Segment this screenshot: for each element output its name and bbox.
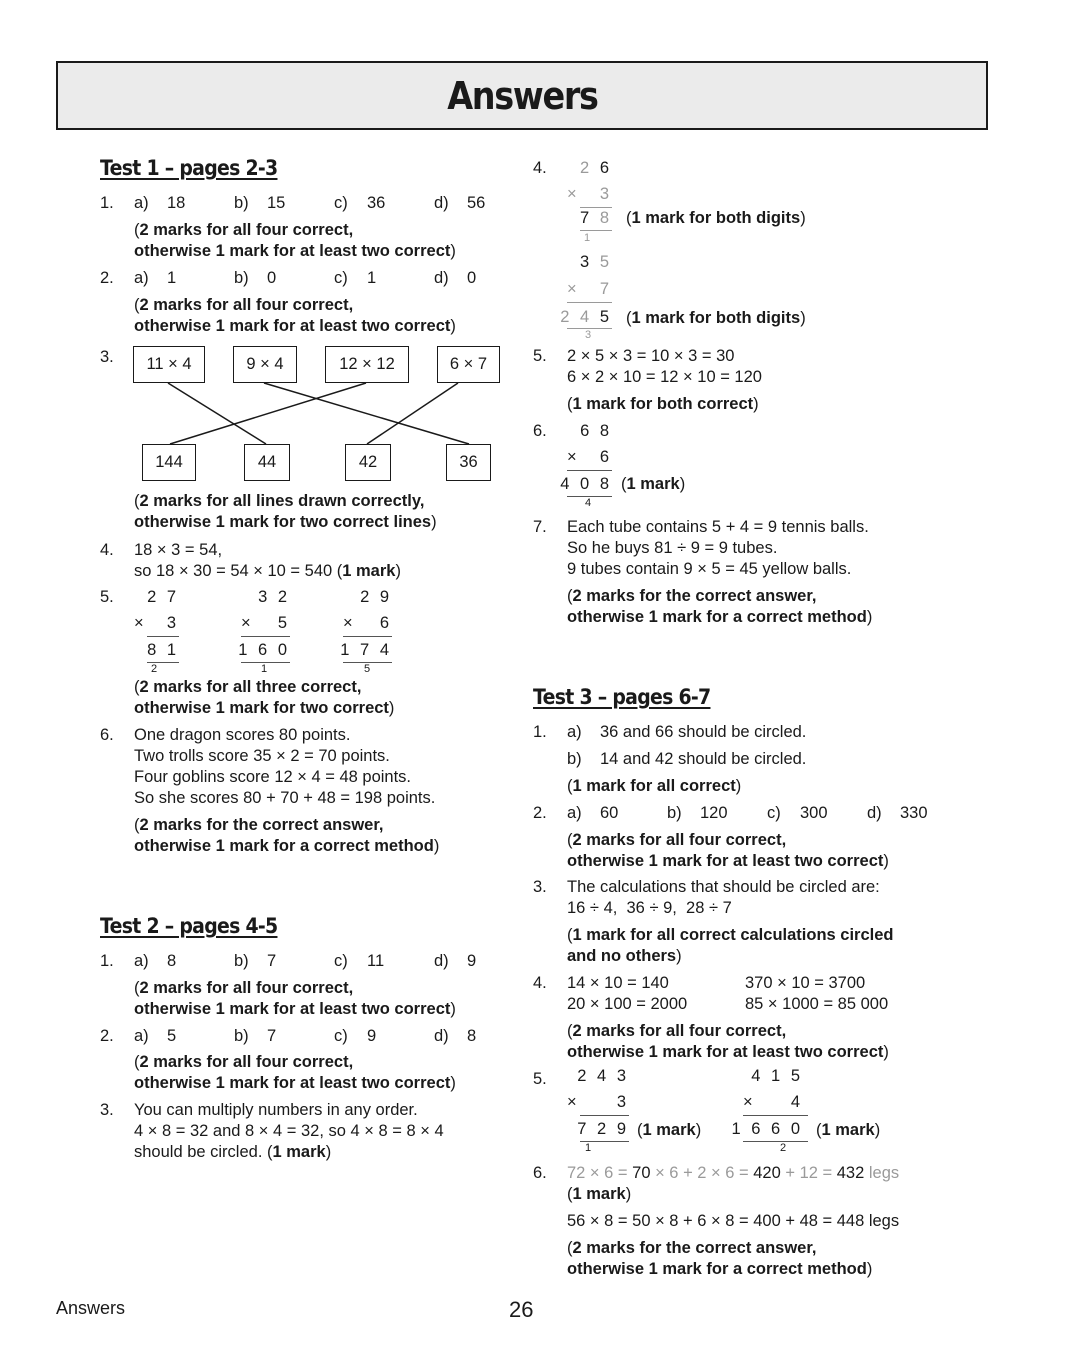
answer-text: The calculations that should be circled are: 16 ÷ 4, 36 ÷ 9, 28 ÷ 7	[567, 878, 880, 917]
part-value: 9	[467, 952, 477, 970]
part-label: b)	[234, 269, 249, 287]
calc-box: 11 × 4	[133, 346, 205, 383]
question-number: 3.	[100, 1101, 114, 1119]
part-value: 8	[467, 1027, 477, 1045]
question-number: 6.	[100, 726, 114, 744]
mark-scheme: (2 marks for all four correct, otherwise 1 mark for at least two correct)	[567, 831, 889, 870]
mark-scheme: (2 marks for all four correct, otherwise 1 mark for at least two correct)	[134, 979, 456, 1018]
part-value: 0	[267, 269, 277, 287]
part-value: 60	[600, 804, 619, 822]
test3-heading: Test 3 – pages 6-7	[533, 685, 711, 709]
part-label: d)	[434, 194, 449, 212]
part-label: c)	[334, 952, 348, 970]
part-label: b)	[234, 1027, 249, 1045]
part-label: b)	[234, 194, 249, 212]
footer-section-label: Answers	[56, 1298, 126, 1318]
mark-scheme: (2 marks for the correct answer, otherwise 1 mark for a correct method)	[134, 816, 440, 855]
part-label: b)	[234, 952, 249, 970]
part-label: c)	[334, 269, 348, 287]
part-value: 36 and 66 should be circled.	[600, 723, 807, 741]
part-label: a)	[567, 804, 582, 822]
column-multiplication: 2 7 × 3 8 1 2	[134, 588, 179, 675]
question-number: 5.	[100, 588, 114, 606]
answer-box: 42	[345, 444, 391, 481]
mark-scheme: (2 marks for all four correct, otherwise 1 mark for at least two correct)	[134, 1053, 456, 1092]
question-number: 3.	[100, 348, 114, 366]
question-number: 1.	[100, 194, 114, 212]
column-multiplication: 2 4 3 × 3 7 2 9 1	[567, 1067, 629, 1154]
mark-scheme: (2 marks for all three correct, otherwise 1 mark for two correct)	[134, 678, 395, 717]
part-label: d)	[867, 804, 882, 822]
part-value: 1	[367, 269, 377, 287]
page-title: Answers	[446, 73, 598, 118]
part-label: d)	[434, 1027, 449, 1045]
part-value: 56	[467, 194, 486, 212]
column-multiplication: 2 6 × 3 7 8 1	[567, 159, 612, 244]
column-multiplication: 3 5 × 7 2 4 5 3	[560, 253, 612, 341]
part-label: a)	[134, 194, 149, 212]
answer-box: 144	[142, 444, 196, 481]
answer-text-left: 14 × 10 = 140 20 × 100 = 2000	[567, 974, 688, 1013]
question-number: 4.	[533, 974, 547, 992]
question-number: 1.	[533, 723, 547, 741]
column-multiplication: 2 9 × 6 1 7 4 5	[340, 588, 392, 675]
mark-scheme: (1 mark for both digits)	[626, 309, 806, 327]
mark-scheme: (1 mark for all correct)	[567, 777, 742, 795]
calc-box: 9 × 4	[233, 346, 297, 383]
part-label: b)	[567, 750, 582, 768]
mark-scheme: (1 mark)	[816, 1121, 881, 1139]
mark-scheme: (1 mark)	[637, 1121, 702, 1139]
part-value: 5	[167, 1027, 177, 1045]
question-number: 6.	[533, 422, 547, 440]
answer-text: 56 × 8 = 50 × 8 + 6 × 8 = 400 + 48 = 448 legs	[567, 1212, 900, 1230]
mark-scheme: (1 mark for all correct calculations circled and no others)	[567, 926, 894, 965]
part-value: 15	[267, 194, 286, 212]
page-number: 26	[509, 1297, 534, 1322]
mark-scheme: (2 marks for all four correct, otherwise 1 mark for at least two correct)	[567, 1022, 889, 1061]
question-number: 3.	[533, 878, 547, 896]
question-number: 6.	[533, 1164, 547, 1182]
mark-scheme: (1 mark)	[567, 1185, 632, 1203]
calc-box: 12 × 12	[325, 346, 409, 383]
mark-scheme: (2 marks for all lines drawn correctly, otherwise 1 mark for two correct lines)	[134, 492, 437, 531]
worked-answer: 72 × 6 = 70 × 6 + 2 × 6 = 420 + 12 = 432 legs	[567, 1164, 900, 1182]
part-label: a)	[134, 952, 149, 970]
part-label: a)	[134, 269, 149, 287]
answer-text: 18 × 3 = 54, so 18 × 30 = 54 × 10 = 540 (1 mark)	[134, 541, 401, 580]
question-number: 2.	[100, 1027, 114, 1045]
part-value: 7	[267, 1027, 277, 1045]
answer-text-right: 370 × 10 = 3700 85 × 1000 = 85 000	[745, 974, 889, 1013]
test1-heading: Test 1 – pages 2-3	[100, 156, 278, 180]
part-value: 14 and 42 should be circled.	[600, 750, 807, 768]
part-label: d)	[434, 269, 449, 287]
column-multiplication: 3 2 × 5 1 6 0 1	[238, 588, 290, 675]
part-label: d)	[434, 952, 449, 970]
part-value: 300	[800, 804, 828, 822]
part-value: 9	[367, 1027, 377, 1045]
mark-scheme: (1 mark for both digits)	[626, 209, 806, 227]
column-multiplication: 4 1 5 × 4 1 6 6 0 2	[743, 1066, 808, 1156]
answer-text: 2 × 5 × 3 = 10 × 3 = 30 6 × 2 × 10 = 12 × 10 = 120	[567, 347, 762, 386]
question-number: 2.	[100, 269, 114, 287]
part-value: 7	[267, 952, 277, 970]
question-number: 4.	[100, 541, 114, 559]
part-label: c)	[767, 804, 781, 822]
part-label: a)	[134, 1027, 149, 1045]
part-value: 1	[167, 269, 177, 287]
part-value: 0	[467, 269, 477, 287]
part-label: c)	[334, 1027, 348, 1045]
test2-heading: Test 2 – pages 4-5	[100, 914, 278, 938]
answer-text: One dragon scores 80 points. Two trolls score 35 × 2 = 70 points. Four goblins score 12 × 4 = 48 points. So she scores 80 + 70 + 48 = 198 points.	[134, 726, 436, 807]
mark-scheme: (2 marks for the correct answer, otherwise 1 mark for a correct method)	[567, 587, 873, 626]
part-value: 36	[367, 194, 386, 212]
calc-box: 6 × 7	[437, 346, 500, 383]
answer-box: 36	[446, 444, 491, 481]
mark-scheme: (1 mark for both correct)	[567, 395, 759, 413]
part-value: 11	[367, 952, 385, 970]
question-number: 1.	[100, 952, 114, 970]
question-number: 4.	[533, 159, 547, 177]
part-value: 18	[167, 194, 186, 212]
question-number: 5.	[533, 1070, 547, 1088]
mark-scheme: (1 mark)	[621, 475, 686, 493]
question-number: 5.	[533, 347, 547, 365]
question-number: 2.	[533, 804, 547, 822]
mark-scheme: (2 marks for all four correct, otherwise 1 mark for at least two correct)	[134, 221, 456, 260]
part-value: 330	[900, 804, 928, 822]
question-number: 7.	[533, 518, 547, 536]
part-label: a)	[567, 723, 582, 741]
answer-text: Each tube contains 5 + 4 = 9 tennis balls. So he buys 81 ÷ 9 = 9 tubes. 9 tubes contain 9 × 5 = 45 yellow balls.	[567, 518, 869, 578]
part-label: c)	[334, 194, 348, 212]
part-label: b)	[667, 804, 682, 822]
column-multiplication: 6 8 × 6 4 0 8 4	[560, 422, 612, 509]
answer-text: You can multiply numbers in any order. 4 × 8 = 32 and 8 × 4 = 32, so 4 × 8 = 8 × 4 should be circled. (1 mark)	[134, 1101, 444, 1161]
answer-box: 44	[244, 444, 290, 481]
mark-scheme: (2 marks for the correct answer, otherwise 1 mark for a correct method)	[567, 1239, 873, 1278]
part-value: 120	[700, 804, 728, 822]
mark-scheme: (2 marks for all four correct, otherwise 1 mark for at least two correct)	[134, 296, 456, 335]
part-value: 8	[167, 952, 177, 970]
